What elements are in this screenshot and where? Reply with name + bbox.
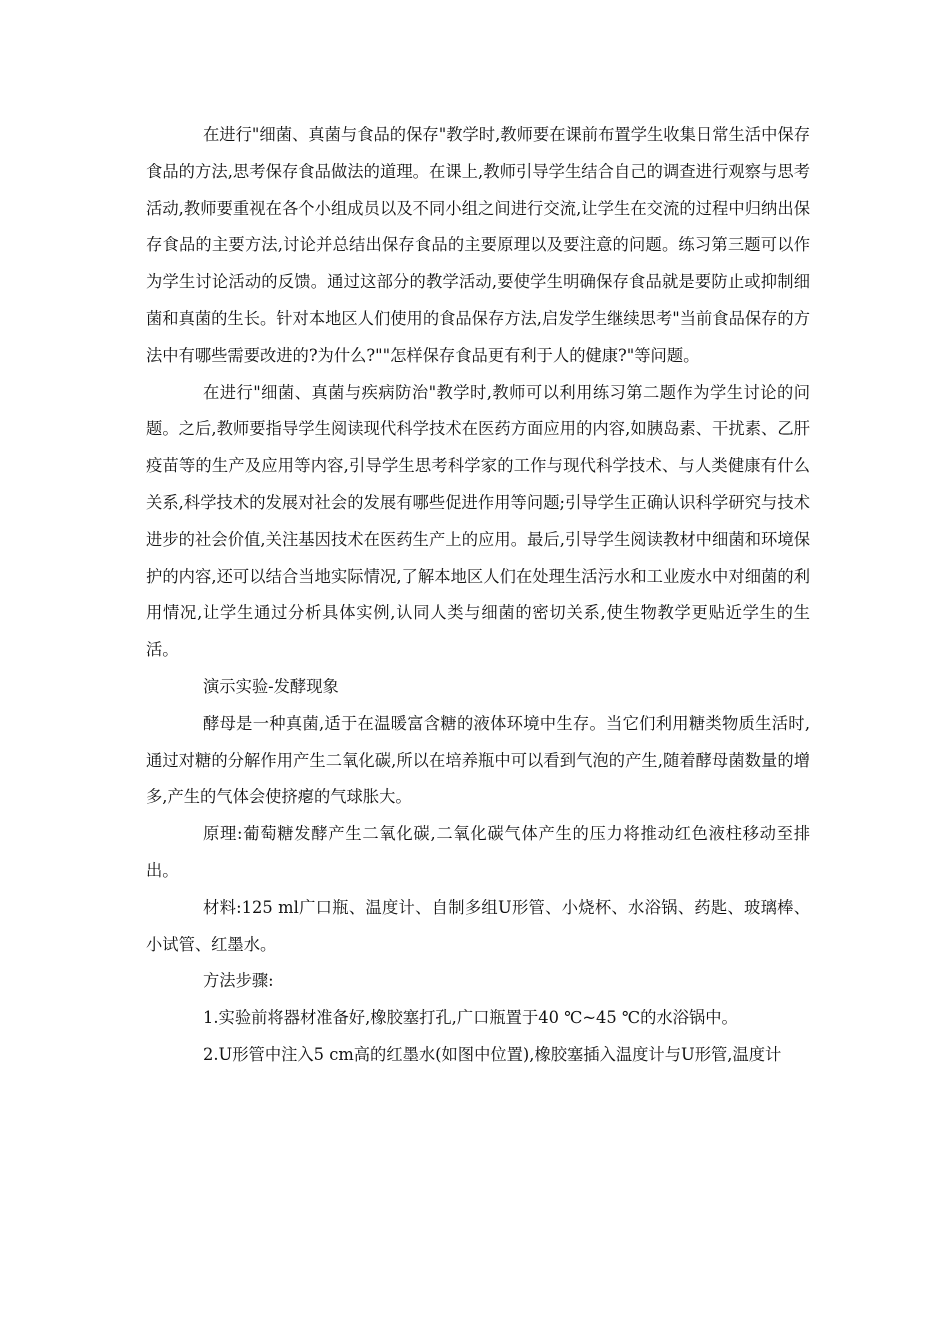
- paragraph-step-1: 1.实验前将器材准备好,橡胶塞打孔,广口瓶置于40 ℃~45 ℃的水浴锅中。: [203, 1008, 738, 1028]
- document-page: [146, 117, 810, 1074]
- paragraph-yeast-description: 酵母是一种真菌,适于在温暖富含糖的液体环境中生存。当它们利用糖类物质生活时,通过对糖的分解作用产生二氧化碳,所以在培养瓶中可以看到气泡的产生,随着酵母菌数量的增多,产生的气体会使挤瘪的气球胀大。: [146, 713, 810, 807]
- paragraph-food-preservation: 在进行"细菌、真菌与食品的保存"教学时,教师要在课前布置学生收集日常生活中保存食品的方法,思考保存食品做法的道理。在课上,教师引导学生结合自己的调查进行观察与思考活动,教师要重视在各个小组成员以及不同小组之间进行交流,让学生在交流的过程中归纳出保存食品的主要方法,讨论并总结出保存食品的主要原理以及要注意的问题。练习第三题可以作为学生讨论活动的反馈。通过这部分的教学活动,要使学生明确保存食品就是要防止或抑制细菌和真菌的生长。针对本地区人们使用的食品保存方法,启发学生继续思考"当前食品保存的方法中有哪些需要改进的?为什么?""怎样保存食品更有利于人的健康?"等问题。: [146, 125, 810, 365]
- paragraph-materials: 材料:125 ml广口瓶、温度计、自制多组U形管、小烧杯、水浴锅、药匙、玻璃棒、小试管、红墨水。: [146, 897, 810, 954]
- paragraph-method-heading: 方法步骤:: [203, 971, 274, 991]
- paragraph-principle: 原理:葡萄糖发酵产生二氧化碳,二氧化碳气体产生的压力将推动红色液柱移动至排出。: [146, 824, 810, 880]
- paragraph-disease-prevention: 在进行"细菌、真菌与疾病防治"教学时,教师可以利用练习第二题作为学生讨论的问题。之后,教师要指导学生阅读现代科学技术在医药方面应用的内容,如胰岛素、干扰素、乙肝疫苗等的生产及应用等内容,引导学生思考科学家的工作与现代科学技术、与人类健康有什么关系,科学技术的发展对社会的发展有哪些促进作用等问题;引导学生正确认识科学研究与技术进步的社会价值,关注基因技术在医药生产上的应用。最后,引导学生阅读教材中细菌和环境保护的内容,还可以结合当地实际情况,了解本地区人们在处理生活污水和工业废水中对细菌的利用情况,让学生通过分析具体实例,认同人类与细菌的密切关系,使生物教学更贴近学生的生活。: [146, 382, 810, 660]
- section-heading-fermentation-demo: 演示实验-发酵现象: [203, 676, 339, 696]
- paragraph-step-2: 2.U形管中注入5 cm高的红墨水(如图中位置),橡胶塞插入温度计与U形管,温度计: [203, 1044, 782, 1064]
